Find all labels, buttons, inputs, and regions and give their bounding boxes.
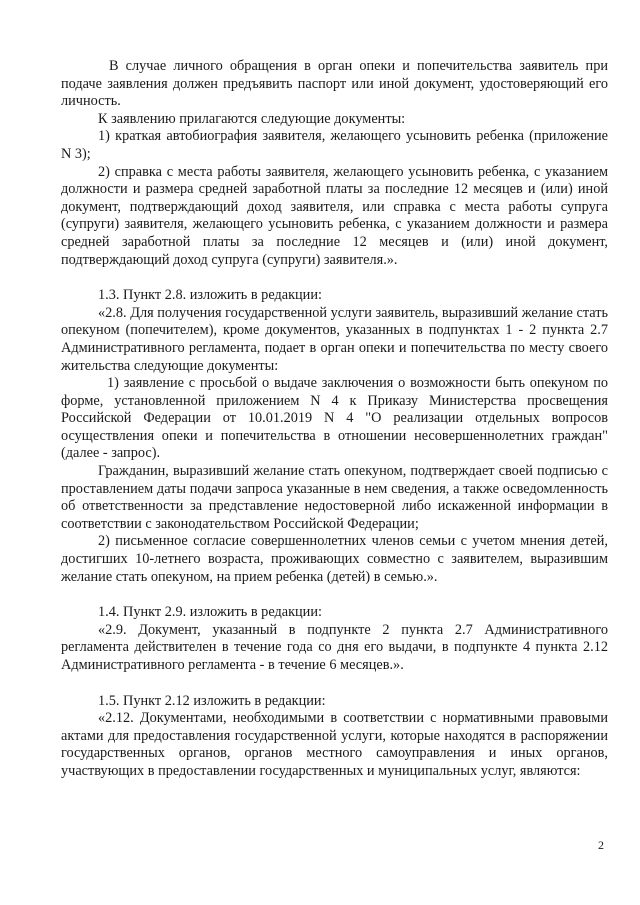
- paragraph-2-8: «2.8. Для получения государственной услуги заявитель, выразивший желание стать опекуном (попечителем), кроме документов, указанных в подпунктах 1 - 2 пункта 2.7 Административного регламента, подает в орган опеки и попечительства по месту своего жительства следующие документы:: [61, 304, 608, 374]
- section-gap: [61, 586, 608, 604]
- section-gap: [61, 675, 608, 693]
- list-item-autobiography: 1) краткая автобиография заявителя, желающего усыновить ребенка (приложение N 3);: [61, 128, 608, 162]
- paragraph-2-12: «2.12. Документами, необходимыми в соответствии с нормативными правовыми актами для предоставления государственной услуги, которые находятся в распоряжении государственных органов, органов местного самоуправления и иных органов, участвующих в предоставлении государственных и муниципальных услуг, являются:: [61, 710, 608, 779]
- paragraph-personal-appeal: В случае личного обращения в орган опеки и попечительства заявитель при подаче заявления должен предъявить паспорт или иной документ, удостоверяющий его личность.: [61, 58, 608, 110]
- section-heading-1-3: 1.3. Пункт 2.8. изложить в редакции:: [98, 287, 322, 304]
- section-gap: [61, 269, 608, 287]
- section-heading-1-4: 1.4. Пункт 2.9. изложить в редакции:: [98, 604, 322, 621]
- list-item-family-consent: 2) письменное согласие совершеннолетних членов семьи с учетом мнения детей, достигших 10-летнего возраста, проживающих совместно с заявителем, выразившим желание стать опекуном, на прием ребенка (детей) в семью.».: [61, 533, 608, 585]
- document-body: [61, 58, 608, 781]
- paragraph-2-9: «2.9. Документ, указанный в подпункте 2 пункта 2.7 Административного регламента действителен в течение года со дня его выдачи, в подпункте 4 пункта 2.12 Административного регламента - в течение 6 месяцев.».: [61, 621, 608, 673]
- page-number: 2: [598, 838, 604, 852]
- paragraph-attached-documents: К заявлению прилагаются следующие документы:: [98, 110, 406, 127]
- list-item-work-certificate: 2) справка с места работы заявителя, желающего усыновить ребенка, с указанием должности и размера средней заработной платы за последние 12 месяцев и (или) иной документ, подтверждающий доход заявителя, или справка с места работы супруга (супруги) заявителя, желающего усыновить ребенка, с указанием должности и размера средней заработной платы за последние 12 месяцев и (или) иной документ, подтверждающий доход супруга (супруги) заявителя.».: [61, 163, 608, 268]
- section-heading-1-5: 1.5. Пункт 2.12 изложить в редакции:: [98, 692, 326, 709]
- list-item-guardian-application: 1) заявление с просьбой о выдаче заключения о возможности быть опекуном по форме, установленной приложением N 4 к Приказу Министерства просвещения Российской Федерации от 10.01.2019 N 4 "О реализации отдельных вопросов осуществления опеки и попечительства в отношении несовершеннолетних граждан" (далее - запрос).: [61, 375, 608, 462]
- paragraph-citizen-confirmation: Гражданин, выразивший желание стать опекуном, подтверждает своей подписью с проставлением даты подачи запроса указанные в нем сведения, а также осведомленность об ответственности за представление недостоверной либо искаженной информации в соответствии с законодательством Российской Федерации;: [61, 463, 608, 532]
